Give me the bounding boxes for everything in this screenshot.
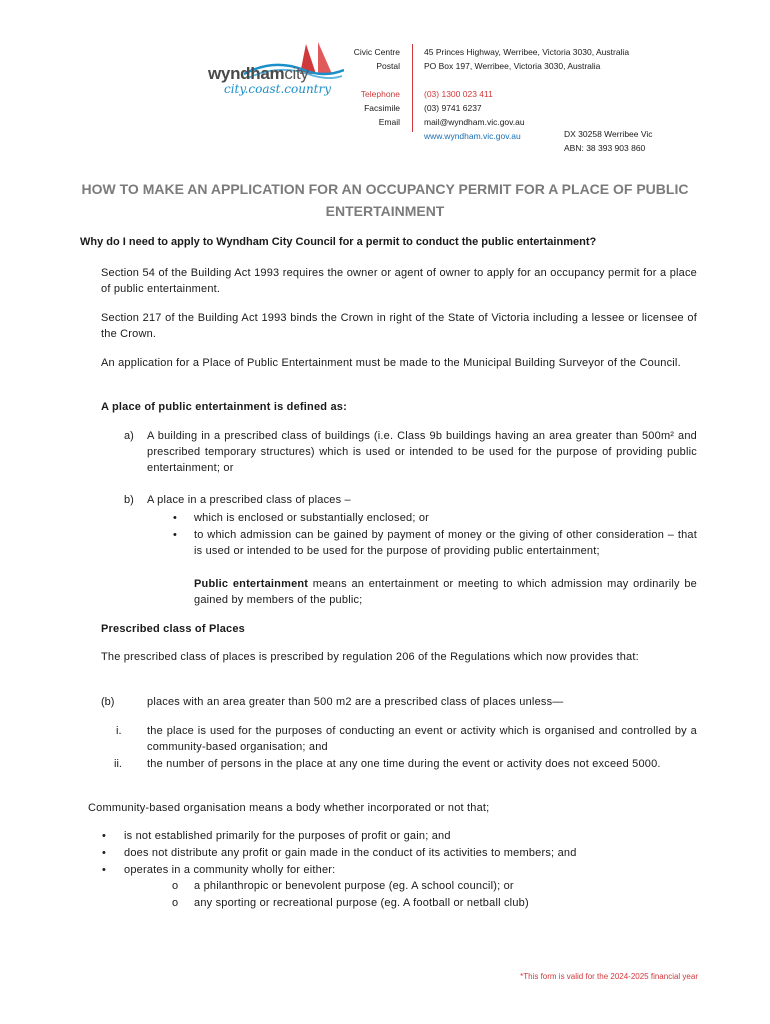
item-a-text: A building in a prescribed class of buildings (i.e. Class 9b buildings having an area greater than 500m² and prescribed temporary structures) which is used or intended to be used for the purpose of providing public entertainment; or — [147, 430, 697, 474]
reg-i-marker: i. — [116, 725, 122, 737]
logo-wordmark: wyndhamcity — [208, 64, 309, 83]
label-telephone: Telephone — [360, 89, 400, 99]
abn-value: ABN: 38 393 903 860 — [564, 143, 646, 153]
reg-ii-marker: ii. — [114, 758, 122, 770]
community-bullet-3: operates in a community wholly for either: — [124, 864, 336, 876]
item-a-marker: a) — [124, 430, 134, 442]
sub-bullet-2: any sporting or recreational purpose (eg. A football or netball club) — [194, 897, 529, 909]
dx-value: DX 30258 Werribee Vic — [564, 129, 653, 139]
bullet-icon: • — [102, 830, 106, 842]
dx-abn-block — [564, 127, 653, 155]
website-link[interactable]: www.wyndham.vic.gov.au — [424, 131, 521, 141]
reg-i-text: the place is used for the purposes of conducting an event or activity which is organised and controlled by a community-based organisation; and — [147, 725, 697, 753]
bullet-icon: • — [102, 847, 106, 859]
email-link[interactable]: mail@wyndham.vic.gov.au — [424, 117, 525, 127]
community-definition: Community-based organisation means a body whether incorporated or not that; — [88, 802, 490, 814]
reg-b-marker: (b) — [101, 696, 115, 708]
header-divider — [412, 44, 413, 132]
logo-tagline: city.coast.country — [224, 82, 332, 96]
defined-heading: A place of public entertainment is defined as: — [101, 401, 347, 413]
paragraph-regulation-206: The prescribed class of places is prescribed by regulation 206 of the Regulations which now provides that: — [101, 651, 639, 663]
public-entertainment-definition: Public entertainment means an entertainment or meeting to which admission may ordinarily be gained by members of the public; — [194, 578, 697, 606]
item-b-marker: b) — [124, 494, 134, 506]
reg-ii-text: the number of persons in the place at any one time during the event or activity does not exceed 5000. — [147, 758, 661, 770]
facsimile-value: (03) 9741 6237 — [424, 103, 482, 113]
label-email: Email — [378, 117, 400, 127]
item-b-bullet-2: to which admission can be gained by payment of money or the giving of other consideration – that is used or intended to be used for the purpose of providing public entertainment; — [194, 529, 697, 557]
item-b-bullet-1: which is enclosed or substantially enclosed; or — [194, 512, 430, 524]
paragraph-section-217: Section 217 of the Building Act 1993 binds the Crown in right of the State of Victoria including a lessee or licensee of the Crown. — [101, 312, 697, 340]
question-heading: Why do I need to apply to Wyndham City Council for a permit to conduct the public entertainment? — [80, 236, 597, 248]
address-value: 45 Princes Highway, Werribee, Victoria 3030, Australia — [424, 47, 630, 57]
bullet-icon: • — [102, 864, 106, 876]
prescribed-heading: Prescribed class of Places — [101, 623, 246, 635]
label-facsimile: Facsimile — [364, 103, 400, 113]
telephone-value: (03) 1300 023 411 — [424, 89, 493, 99]
circle-bullet-icon: o — [172, 897, 179, 909]
label-postal: Postal — [376, 61, 400, 71]
contact-labels — [300, 45, 400, 129]
circle-bullet-icon: o — [172, 880, 179, 892]
reg-b-text: places with an area greater than 500 m2 are a prescribed class of places unless— — [147, 696, 564, 708]
item-b-text: A place in a prescribed class of places – — [147, 494, 351, 506]
sub-bullet-1: a philanthropic or benevolent purpose (eg. A school council); or — [194, 880, 514, 892]
paragraph-section-54: Section 54 of the Building Act 1993 requires the owner or agent of owner to apply for an occupancy permit for a place of public entertainment. — [101, 267, 697, 295]
bullet-icon: • — [173, 529, 177, 541]
label-civic-centre: Civic Centre — [353, 47, 400, 57]
community-bullet-1: is not established primarily for the purposes of profit or gain; and — [124, 830, 451, 842]
postal-value: PO Box 197, Werribee, Victoria 3030, Australia — [424, 61, 601, 71]
community-bullet-2: does not distribute any profit or gain made in the conduct of its activities to members; and — [124, 847, 577, 859]
validity-footer: *This form is valid for the 2024-2025 financial year — [520, 972, 698, 981]
page-title: HOW TO MAKE AN APPLICATION FOR AN OCCUPANCY PERMIT FOR A PLACE OF PUBLIC ENTERTAINMENT — [81, 181, 689, 219]
bullet-icon: • — [173, 512, 177, 524]
paragraph-application: An application for a Place of Public Entertainment must be made to the Municipal Building Surveyor of the Council. — [101, 357, 681, 369]
